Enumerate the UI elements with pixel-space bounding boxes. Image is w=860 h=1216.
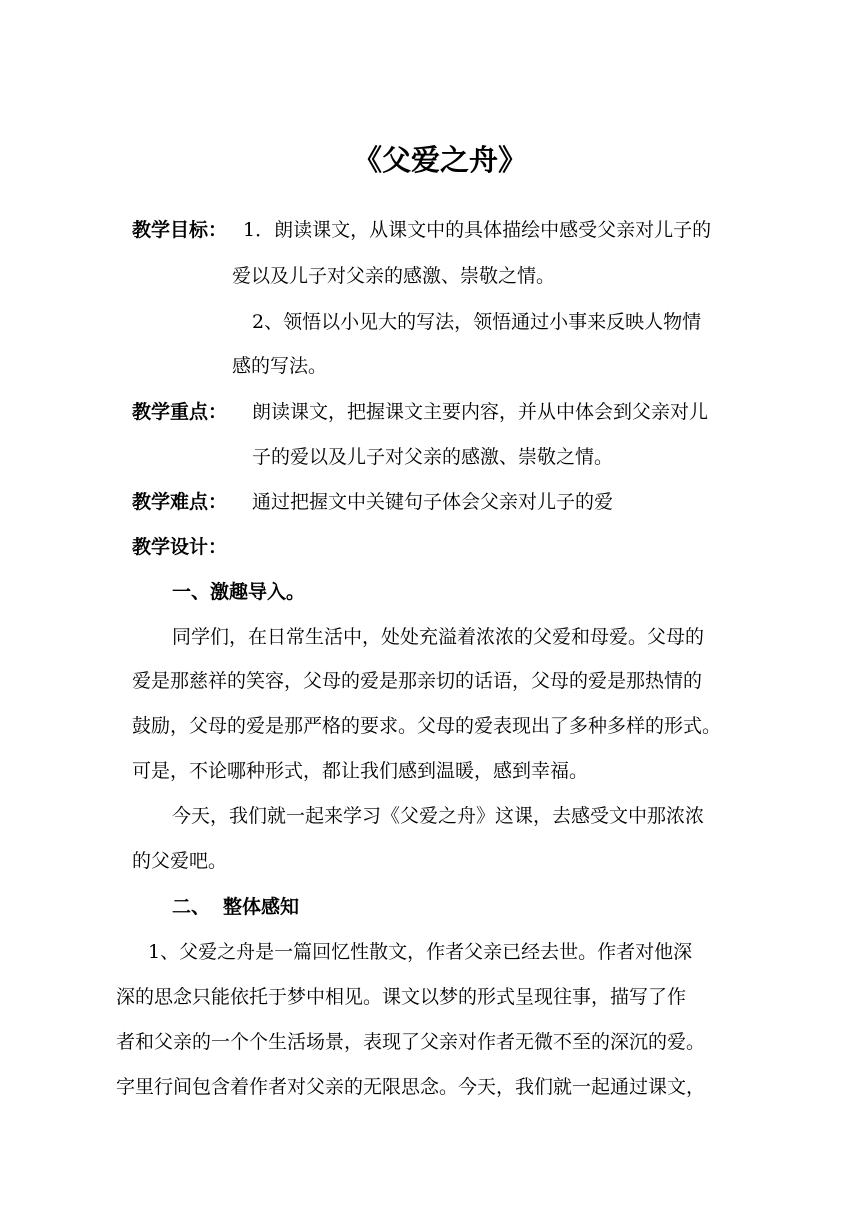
section-2-para-1-line-1: 1、父爱之舟是一篇回忆性散文，作者父亲已经去世。作者对他深 bbox=[148, 941, 693, 963]
document-title: 《父爱之舟》 bbox=[353, 143, 528, 177]
section-1-para-2-line-1: 今天，我们就一起来学习《父爱之舟》这课，去感受文中那浓浓 bbox=[172, 805, 705, 827]
objectives-label: 教学目标： bbox=[132, 219, 228, 241]
section-2-heading-number: 二、 bbox=[172, 896, 211, 918]
key-points-label: 教学重点： bbox=[132, 401, 228, 423]
design-label: 教学设计： bbox=[132, 536, 228, 558]
objective-1-line-2: 爱以及儿子对父亲的感激、崇敬之情。 bbox=[232, 265, 556, 287]
section-1-heading: 一、激趣导入。 bbox=[172, 581, 306, 603]
difficulties-label: 教学难点： bbox=[132, 491, 228, 513]
key-points-line-1: 朗读课文，把握课文主要内容，并从中体会到父亲对儿 bbox=[252, 401, 709, 423]
section-2-heading-text: 整体感知 bbox=[223, 896, 300, 918]
section-1-para-1-line-3: 鼓励，父母的爱是那严格的要求。父母的爱表现出了多种多样的形式。 bbox=[132, 715, 722, 737]
section-1-para-1-line-4: 可是，不论哪种形式，都让我们感到温暖，感到幸福。 bbox=[132, 760, 589, 782]
section-2-para-1-line-4: 字里行间包含着作者对父亲的无限思念。今天，我们就一起通过课文， bbox=[116, 1076, 706, 1098]
section-2-para-1-line-3: 者和父亲的一个个生活场景，表现了父亲对作者无微不至的深沉的爱。 bbox=[116, 1031, 706, 1053]
section-1-para-1-line-1: 同学们，在日常生活中，处处充溢着浓浓的父爱和母爱。父母的 bbox=[172, 626, 705, 648]
section-1-para-2-line-2: 的父爱吧。 bbox=[132, 850, 228, 872]
objective-1-line-1: 1．朗读课文，从课文中的具体描绘中感受父亲对儿子的 bbox=[243, 219, 712, 241]
difficulties-text: 通过把握文中关键句子体会父亲对儿子的爱 bbox=[252, 491, 614, 513]
objective-2-line-2: 感的写法。 bbox=[232, 355, 328, 377]
section-2-para-1-line-2: 深的思念只能依托于梦中相见。课文以梦的形式呈现往事，描写了作 bbox=[116, 986, 687, 1008]
key-points-line-2: 子的爱以及儿子对父亲的感激、崇敬之情。 bbox=[252, 446, 614, 468]
section-1-para-1-line-2: 爱是那慈祥的笑容，父母的爱是那亲切的话语，父母的爱是那热情的 bbox=[132, 670, 703, 692]
objective-2-line-1: 2、领悟以小见大的写法，领悟通过小事来反映人物情 bbox=[252, 311, 702, 333]
